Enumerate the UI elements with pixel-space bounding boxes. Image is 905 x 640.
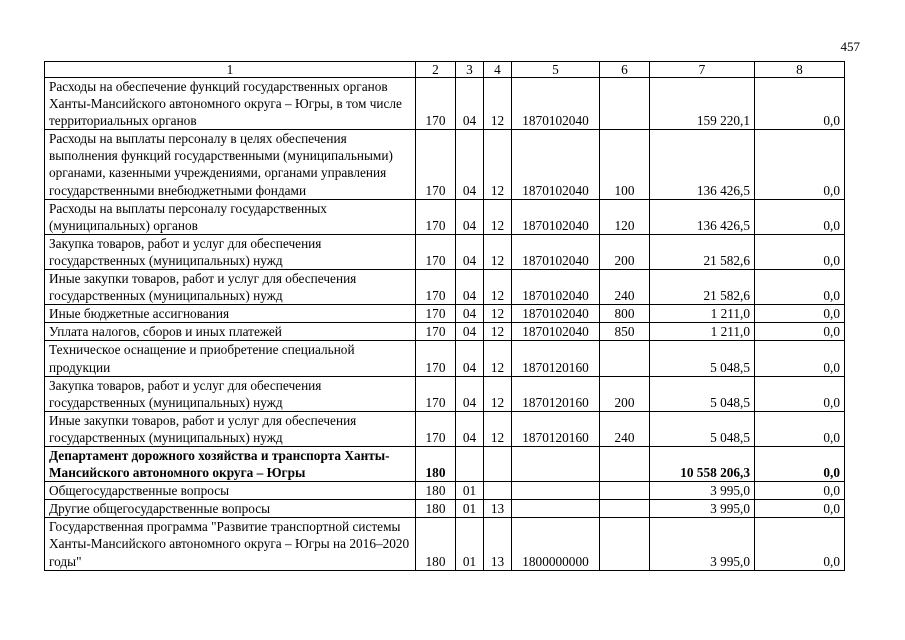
cell-amount: 3 995,0 <box>650 500 755 518</box>
cell-amount-extra: 0,0 <box>755 446 845 481</box>
cell-ministry-code: 170 <box>416 305 456 323</box>
cell-section: 04 <box>456 199 484 234</box>
cell-subsection: 12 <box>484 411 512 446</box>
table-row <box>45 199 845 234</box>
table-row <box>45 130 845 199</box>
cell-subsection: 12 <box>484 234 512 269</box>
cell-section: 01 <box>456 482 484 500</box>
cell-amount: 1 211,0 <box>650 305 755 323</box>
cell-name: Иные закупки товаров, работ и услуг для обеспечения государственных (муниципальных) нужд <box>45 270 416 305</box>
cell-expense-type: 100 <box>600 130 650 199</box>
cell-ministry-code: 170 <box>416 199 456 234</box>
cell-section: 04 <box>456 323 484 341</box>
cell-expense-type: 120 <box>600 199 650 234</box>
cell-target-article: 1870102040 <box>512 270 600 305</box>
table-row <box>45 518 845 570</box>
header-cell: 1 <box>45 62 416 78</box>
header-cell: 6 <box>600 62 650 78</box>
header-cell: 7 <box>650 62 755 78</box>
cell-subsection <box>484 482 512 500</box>
cell-name: Иные бюджетные ассигнования <box>45 305 416 323</box>
cell-expense-type <box>600 78 650 130</box>
cell-section: 04 <box>456 234 484 269</box>
cell-amount-extra: 0,0 <box>755 78 845 130</box>
table-body <box>45 62 845 571</box>
cell-amount: 21 582,6 <box>650 270 755 305</box>
cell-amount: 3 995,0 <box>650 482 755 500</box>
cell-amount: 5 048,5 <box>650 376 755 411</box>
cell-subsection: 12 <box>484 130 512 199</box>
cell-section: 04 <box>456 341 484 376</box>
cell-ministry-code: 170 <box>416 78 456 130</box>
cell-amount-extra: 0,0 <box>755 323 845 341</box>
cell-target-article: 1870102040 <box>512 130 600 199</box>
cell-ministry-code: 180 <box>416 482 456 500</box>
cell-expense-type: 850 <box>600 323 650 341</box>
cell-amount-extra: 0,0 <box>755 130 845 199</box>
cell-name: Иные закупки товаров, работ и услуг для обеспечения государственных (муниципальных) нужд <box>45 411 416 446</box>
cell-subsection: 12 <box>484 341 512 376</box>
cell-expense-type: 800 <box>600 305 650 323</box>
cell-subsection: 13 <box>484 500 512 518</box>
table-row <box>45 270 845 305</box>
cell-name: Государственная программа "Развитие транспортной системы Ханты-Мансийского автономного округа – Югры на 2016–2020 годы" <box>45 518 416 570</box>
cell-name: Расходы на выплаты персоналу государственных (муниципальных) органов <box>45 199 416 234</box>
cell-name: Закупка товаров, работ и услуг для обеспечения государственных (муниципальных) нужд <box>45 234 416 269</box>
cell-amount: 3 995,0 <box>650 518 755 570</box>
cell-name: Другие общегосударственные вопросы <box>45 500 416 518</box>
header-row <box>45 62 845 78</box>
cell-target-article: 1800000000 <box>512 518 600 570</box>
cell-amount: 1 211,0 <box>650 323 755 341</box>
cell-section <box>456 446 484 481</box>
cell-name: Департамент дорожного хозяйства и транспорта Ханты-Мансийского автономного округа – Югры <box>45 446 416 481</box>
cell-section: 04 <box>456 130 484 199</box>
cell-name: Техническое оснащение и приобретение специальной продукции <box>45 341 416 376</box>
table-row <box>45 78 845 130</box>
cell-subsection <box>484 446 512 481</box>
cell-ministry-code: 170 <box>416 130 456 199</box>
cell-ministry-code: 170 <box>416 270 456 305</box>
cell-target-article: 1870102040 <box>512 78 600 130</box>
budget-table <box>44 61 845 571</box>
cell-name: Расходы на обеспечение функций государственных органов Ханты-Мансийского автономного округа – Югры, в том числе территориальных органов <box>45 78 416 130</box>
cell-expense-type: 200 <box>600 376 650 411</box>
cell-target-article <box>512 446 600 481</box>
cell-amount: 159 220,1 <box>650 78 755 130</box>
cell-subsection: 13 <box>484 518 512 570</box>
cell-section: 01 <box>456 518 484 570</box>
cell-amount-extra: 0,0 <box>755 234 845 269</box>
table-row <box>45 323 845 341</box>
cell-target-article <box>512 500 600 518</box>
table-row <box>45 446 845 481</box>
table-row <box>45 341 845 376</box>
cell-subsection: 12 <box>484 305 512 323</box>
cell-amount-extra: 0,0 <box>755 500 845 518</box>
cell-section: 04 <box>456 270 484 305</box>
cell-name: Закупка товаров, работ и услуг для обеспечения государственных (муниципальных) нужд <box>45 376 416 411</box>
cell-target-article: 1870120160 <box>512 341 600 376</box>
cell-amount: 21 582,6 <box>650 234 755 269</box>
cell-name: Расходы на выплаты персоналу в целях обеспечения выполнения функций государственными (муниципальными) органами, казенными учреждениями, органами управления государственными внебюджетными фондами <box>45 130 416 199</box>
cell-amount: 136 426,5 <box>650 130 755 199</box>
cell-ministry-code: 170 <box>416 323 456 341</box>
cell-expense-type <box>600 341 650 376</box>
cell-expense-type <box>600 518 650 570</box>
header-cell: 2 <box>416 62 456 78</box>
cell-target-article: 1870102040 <box>512 305 600 323</box>
cell-section: 04 <box>456 411 484 446</box>
table-row <box>45 305 845 323</box>
header-cell: 4 <box>484 62 512 78</box>
cell-subsection: 12 <box>484 323 512 341</box>
cell-name: Общегосударственные вопросы <box>45 482 416 500</box>
cell-expense-type: 240 <box>600 411 650 446</box>
cell-target-article: 1870102040 <box>512 199 600 234</box>
table-row <box>45 500 845 518</box>
cell-amount-extra: 0,0 <box>755 482 845 500</box>
cell-target-article <box>512 482 600 500</box>
cell-target-article: 1870120160 <box>512 376 600 411</box>
cell-amount-extra: 0,0 <box>755 518 845 570</box>
header-cell: 8 <box>755 62 845 78</box>
cell-amount: 5 048,5 <box>650 411 755 446</box>
cell-section: 04 <box>456 376 484 411</box>
page-number: 457 <box>840 39 860 54</box>
cell-ministry-code: 170 <box>416 341 456 376</box>
cell-target-article: 1870120160 <box>512 411 600 446</box>
cell-expense-type: 240 <box>600 270 650 305</box>
cell-subsection: 12 <box>484 199 512 234</box>
table-row <box>45 482 845 500</box>
cell-target-article: 1870102040 <box>512 234 600 269</box>
cell-expense-type <box>600 500 650 518</box>
cell-amount: 10 558 206,3 <box>650 446 755 481</box>
cell-ministry-code: 170 <box>416 234 456 269</box>
cell-name: Уплата налогов, сборов и иных платежей <box>45 323 416 341</box>
table-row <box>45 411 845 446</box>
cell-ministry-code: 170 <box>416 376 456 411</box>
cell-amount: 136 426,5 <box>650 199 755 234</box>
cell-subsection: 12 <box>484 78 512 130</box>
cell-ministry-code: 180 <box>416 446 456 481</box>
cell-amount: 5 048,5 <box>650 341 755 376</box>
cell-section: 04 <box>456 78 484 130</box>
cell-ministry-code: 180 <box>416 500 456 518</box>
cell-amount-extra: 0,0 <box>755 376 845 411</box>
cell-target-article: 1870102040 <box>512 323 600 341</box>
cell-subsection: 12 <box>484 270 512 305</box>
table-row <box>45 234 845 269</box>
cell-amount-extra: 0,0 <box>755 341 845 376</box>
cell-amount-extra: 0,0 <box>755 199 845 234</box>
cell-ministry-code: 170 <box>416 411 456 446</box>
cell-amount-extra: 0,0 <box>755 305 845 323</box>
header-cell: 3 <box>456 62 484 78</box>
cell-amount-extra: 0,0 <box>755 411 845 446</box>
cell-subsection: 12 <box>484 376 512 411</box>
cell-expense-type <box>600 482 650 500</box>
cell-expense-type <box>600 446 650 481</box>
header-cell: 5 <box>512 62 600 78</box>
cell-amount-extra: 0,0 <box>755 270 845 305</box>
cell-expense-type: 200 <box>600 234 650 269</box>
cell-section: 04 <box>456 305 484 323</box>
table-row <box>45 376 845 411</box>
cell-ministry-code: 180 <box>416 518 456 570</box>
cell-section: 01 <box>456 500 484 518</box>
